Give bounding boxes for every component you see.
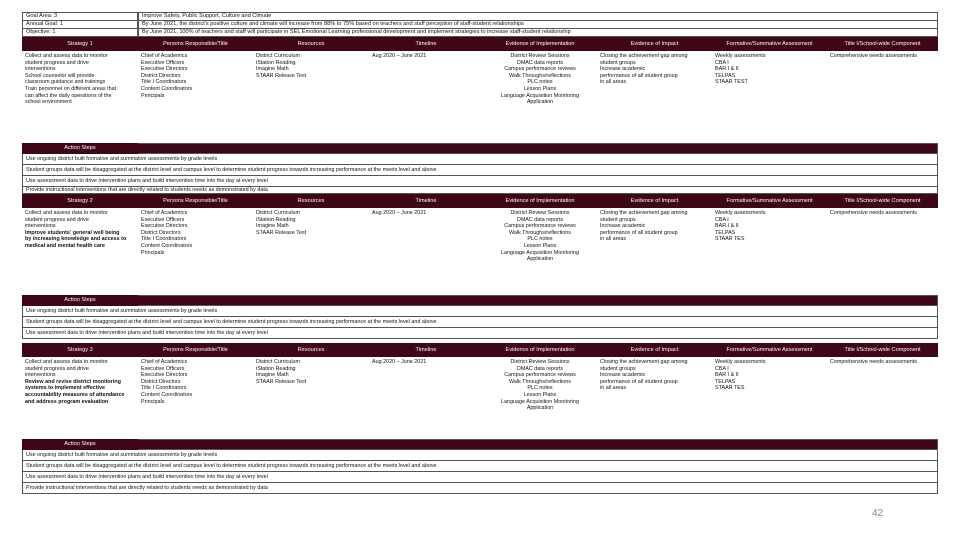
action-step: Provide instructional interventions that are directly related to students needs as demonstrated by data: [22, 483, 938, 494]
objective-label: Objective: 1: [22, 29, 138, 37]
col-resources: Resources: [297, 198, 325, 204]
action-steps-header-3: [22, 439, 938, 450]
strategy-row-2: [22, 208, 938, 295]
text-line: medical and mental health care: [25, 242, 105, 249]
text-line: STAAR TES: [715, 385, 745, 392]
action-step: Use assessment data to drive intervention plans and build intervention time into the day at every level: [22, 472, 938, 483]
text-line: student groups: [600, 216, 636, 223]
strategy-row-1: [22, 51, 938, 143]
action-steps-band: [138, 439, 938, 450]
action-steps-header-2: [22, 295, 938, 306]
text-line: Language Acquisition Monitoring: [501, 92, 579, 99]
action-step: Student groups data will be disaggregated at the district level and campus level to determine student progress towards increasing performance at the meets level and above: [22, 461, 938, 472]
text-line: Executive Directors: [141, 372, 188, 379]
strategy-cell: [22, 357, 138, 439]
text-line: School counselor will provide: [25, 72, 95, 79]
evidence-impact-cell: [597, 51, 712, 143]
assessment-cell: [712, 51, 827, 143]
col-assessment: Formative/Summative Assessment: [726, 347, 813, 353]
col-persons: Persons Responsible/Title: [163, 41, 228, 47]
col-assessment: Formative/Summative Assessment: [726, 198, 813, 204]
text-line: systems to implement effective: [25, 385, 105, 392]
text-line: PLC notes: [527, 79, 553, 86]
text-line: Weekly assessments: [715, 359, 766, 365]
assessment-cell: [712, 357, 827, 439]
col-strategy: Strategy 1: [67, 41, 93, 47]
col-evidence-impl: Evidence of Implementation: [505, 347, 575, 353]
text-line: Chief of Academics: [141, 359, 188, 365]
action-step: Use ongoing district built formative and summative assessments by grade levels: [22, 450, 938, 461]
text-line: BAR I & II: [715, 372, 739, 379]
text-line: can affect the daily operations of the: [25, 92, 112, 99]
text-line: STAAR Release Test: [256, 229, 307, 236]
timeline-cell: Aug 2020 – June 2021: [372, 53, 427, 59]
text-line: STAAR Release Test: [256, 72, 307, 79]
action-steps-header-1: [22, 143, 938, 154]
text-line: CBA I: [715, 59, 729, 66]
evidence-impl-cell: [483, 357, 597, 439]
resources-cell: [253, 357, 369, 439]
text-line: Title I Coordinators: [141, 236, 187, 243]
text-line: STAAR Release Test: [256, 378, 307, 385]
col-assessment: Formative/Summative Assessment: [726, 41, 813, 47]
component-cell: Comprehensive needs assessments: [830, 210, 917, 216]
text-line: District Directors: [141, 72, 181, 79]
assessment-cell: [712, 208, 827, 295]
text-line: performance of all student group: [600, 378, 678, 385]
action-steps-band: [138, 295, 938, 306]
action-step: Student groups data will be disaggregated at the district level and campus level to determine student progress towards increasing performance at the meets level and above: [22, 317, 938, 328]
text-line: CBA I: [715, 216, 729, 223]
text-line: Walk Throughs/reflections: [508, 72, 572, 79]
action-step: Use ongoing district built formative and summative assessments by grade levels: [22, 306, 938, 317]
action-step: Use ongoing district built formative and summative assessments by grade levels: [22, 154, 938, 165]
text-line: Executive Officers: [141, 365, 185, 372]
col-evidence-impl: Evidence of Implementation: [505, 41, 575, 47]
text-line: accountability measures of attendance: [25, 391, 125, 398]
text-line: PLC notes: [527, 385, 553, 392]
action-steps-label: Action Steps: [22, 143, 138, 154]
text-line: TELPAS: [715, 72, 736, 79]
text-line: DMAC data reports: [516, 216, 564, 223]
text-line: interventions: [25, 372, 56, 379]
text-line: District Review Sessions: [510, 53, 570, 59]
text-line: Chief of Academics: [141, 210, 188, 216]
text-line: Content Coordinators: [141, 391, 193, 398]
text-line: by increasing knowledge and access to: [25, 236, 127, 243]
persons-cell: [138, 208, 253, 295]
text-line: Lesson Plans: [523, 85, 557, 92]
text-line: STAAR TEST: [715, 79, 748, 86]
text-line: Campus performance reviews: [504, 66, 576, 73]
text-line: Walk Throughs/reflections: [508, 378, 572, 385]
text-line: PLC notes: [527, 236, 553, 243]
text-line: Train personnel on different areas that: [25, 85, 117, 92]
text-line: student groups: [600, 365, 636, 372]
col-timeline: Timeline: [415, 347, 437, 353]
text-line: interventions: [25, 66, 56, 73]
col-resources: Resources: [297, 347, 325, 353]
text-line: TELPAS: [715, 229, 736, 236]
text-line: student groups: [600, 59, 636, 66]
text-line: Content Coordinators: [141, 242, 193, 249]
action-step: Use assessment data to drive intervention plans and build intervention time into the day at every level: [22, 176, 938, 187]
text-line: student progress and drive: [25, 365, 89, 372]
text-line: Weekly assessments: [715, 210, 766, 216]
text-line: in all areas: [600, 236, 627, 243]
text-line: STAAR TES: [715, 236, 745, 243]
col-persons: Persons Responsible/Title: [163, 198, 228, 204]
text-line: DMAC data reports: [516, 59, 564, 66]
text-line: Lesson Plans: [523, 391, 557, 398]
text-line: Imagine Math: [256, 372, 289, 379]
objective-value: By June 2021, 100% of teachers and staff will participate in SEL Emotional Learning professional development and implement strategies to increase staff-student relationship: [138, 29, 938, 37]
text-line: Title I Coordinators: [141, 79, 187, 86]
strategy-cell: [22, 51, 138, 143]
text-line: DMAC data reports: [516, 365, 564, 372]
evidence-impact-cell: [597, 357, 712, 439]
goal-area-value: Improve Safety, Public Support, Culture and Climate: [138, 12, 938, 21]
text-line: Principals: [141, 92, 165, 99]
text-line: Title I Coordinators: [141, 385, 187, 392]
text-line: Application: [526, 405, 554, 412]
text-line: District Curriculum: [256, 210, 301, 216]
text-line: student progress and drive: [25, 216, 89, 223]
action-steps-label: Action Steps: [22, 439, 138, 450]
col-component: Title I/School-wide Component: [844, 347, 921, 353]
text-line: Closing the achievement gap among: [600, 359, 688, 365]
resources-cell: [253, 51, 369, 143]
text-line: Collect and assess data to monitor: [25, 359, 108, 365]
text-line: Content Coordinators: [141, 85, 193, 92]
col-evidence-impact: Evidence of Impact: [630, 198, 679, 204]
col-persons: Persons Responsible/Title: [163, 347, 228, 353]
text-line: Increase academic: [600, 223, 646, 230]
text-line: performance of all student group: [600, 229, 678, 236]
evidence-impl-cell: [483, 208, 597, 295]
col-resources: Resources: [297, 41, 325, 47]
text-line: Executive Officers: [141, 59, 185, 66]
text-line: Collect and assess data to monitor: [25, 53, 108, 59]
text-line: Executive Officers: [141, 216, 185, 223]
component-cell: Comprehensive needs assessments: [830, 359, 917, 365]
text-line: Language Acquisition Monitoring: [501, 249, 579, 256]
annual-goal-label: Annual Goal: 1: [22, 21, 138, 29]
goal-header: [22, 12, 938, 37]
col-evidence-impact: Evidence of Impact: [630, 41, 679, 47]
page-number: 42: [872, 508, 884, 519]
timeline-cell: Aug 2020 – June 2021: [372, 210, 427, 216]
timeline-cell: Aug 2020 – June 2021: [372, 359, 427, 365]
col-evidence-impl: Evidence of Implementation: [505, 198, 575, 204]
col-evidence-impact: Evidence of Impact: [630, 347, 679, 353]
text-line: Application: [526, 99, 554, 106]
text-line: Application: [526, 256, 554, 263]
text-line: District Curriculum: [256, 359, 301, 365]
text-line: Lesson Plans: [523, 242, 557, 249]
text-line: Chief of Academics: [141, 53, 188, 59]
plan-document: [22, 12, 938, 494]
action-steps-band: [138, 143, 938, 154]
evidence-impl-cell: [483, 51, 597, 143]
text-line: Campus performance reviews: [504, 372, 576, 379]
component-cell: Comprehensive needs assessments: [830, 53, 917, 59]
text-line: performance of all student group: [600, 72, 678, 79]
text-line: Collect and assess data to monitor: [25, 210, 108, 216]
text-line: Closing the achievement gap among: [600, 210, 688, 216]
text-line: Executive Directors: [141, 66, 188, 73]
text-line: BAR I & II: [715, 223, 739, 230]
text-line: Executive Directors: [141, 223, 188, 230]
text-line: in all areas: [600, 385, 627, 392]
text-line: in all areas: [600, 79, 627, 86]
text-line: Language Acquisition Monitoring: [501, 398, 579, 405]
persons-cell: [138, 357, 253, 439]
strategy-row-3: [22, 357, 938, 439]
text-line: District Curriculum: [256, 53, 301, 59]
text-line: District Review Sessions: [510, 359, 570, 365]
persons-cell: [138, 51, 253, 143]
text-line: Improve students' general well being: [25, 229, 120, 236]
annual-goal-value: By June 2021, the district's positive culture and climate will increase from 88% to 75% based on teachers and staff perception of staff-student relationships: [138, 21, 938, 29]
text-line: Principals: [141, 249, 165, 256]
column-headers-3: [22, 343, 938, 357]
col-strategy: Strategy 2: [67, 198, 93, 204]
text-line: iStation Reading: [256, 365, 296, 372]
text-line: school environment: [25, 99, 72, 106]
text-line: Campus performance reviews: [504, 223, 576, 230]
text-line: BAR I & II: [715, 66, 739, 73]
text-line: Weekly assessments: [715, 53, 766, 59]
action-step: Use assessment data to drive intervention plans and build intervention time into the day at every level: [22, 328, 938, 339]
text-line: iStation Reading: [256, 59, 296, 66]
column-headers-2: [22, 194, 938, 208]
text-line: District Directors: [141, 229, 181, 236]
text-line: District Review Sessions: [510, 210, 570, 216]
text-line: classroom guidance and trainings: [25, 79, 106, 86]
text-line: TELPAS: [715, 378, 736, 385]
text-line: Walk Throughs/reflections: [508, 229, 572, 236]
text-line: Imagine Math: [256, 223, 289, 230]
resources-cell: [253, 208, 369, 295]
action-step: Provide instructional interventions that are directly related to students needs as demonstrated by data: [22, 187, 938, 194]
text-line: Imagine Math: [256, 66, 289, 73]
col-component: Title I/School-wide Component: [844, 41, 921, 47]
col-timeline: Timeline: [415, 198, 437, 204]
goal-area-label: Goal Area: 3: [22, 12, 138, 21]
col-strategy: Strategy 3: [67, 347, 93, 353]
action-step: Student groups data will be disaggregated at the district level and campus level to determine student progress towards increasing performance at the meets level and above: [22, 165, 938, 176]
col-timeline: Timeline: [415, 41, 437, 47]
text-line: and address program evaluation: [25, 398, 109, 405]
text-line: Increase academic: [600, 66, 646, 73]
evidence-impact-cell: [597, 208, 712, 295]
text-line: student progress and drive: [25, 59, 89, 66]
text-line: interventions: [25, 223, 56, 230]
column-headers-1: [22, 37, 938, 51]
text-line: Review and revise district monitoring: [25, 378, 121, 385]
text-line: Increase academic: [600, 372, 646, 379]
text-line: Principals: [141, 398, 165, 405]
col-component: Title I/School-wide Component: [844, 198, 921, 204]
text-line: District Directors: [141, 378, 181, 385]
text-line: CBA I: [715, 365, 729, 372]
text-line: Closing the achievement gap among: [600, 53, 688, 59]
text-line: iStation Reading: [256, 216, 296, 223]
action-steps-label: Action Steps: [22, 295, 138, 306]
strategy-cell: [22, 208, 138, 295]
